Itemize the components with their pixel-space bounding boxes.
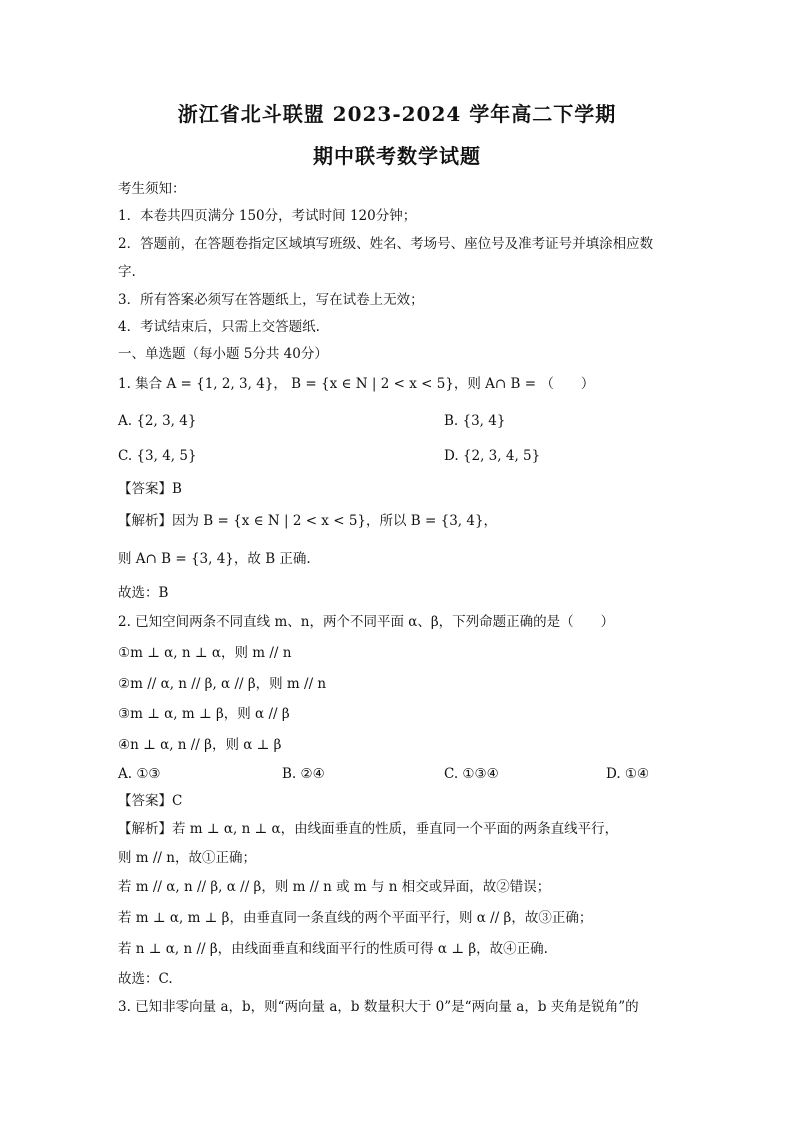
q1-choose: 故选：B (118, 585, 169, 601)
q3-stem: 3. 已知非零向量 a，b，则“两向量 a，b 数量积大于 0”是“两向量 a，b 夹角是锐角”的 (118, 999, 639, 1015)
q2-answer: 【答案】C (118, 793, 183, 809)
q2-option-b: B. ②④ (282, 766, 325, 782)
q1-option-d: D. {2, 3, 4, 5} (444, 448, 541, 464)
q1-option-c: C. {3, 4, 5} (118, 448, 197, 464)
q1-stem: 1. 集合 A = {1, 2, 3, 4}， B = {x ∈ N | 2 < x < 5}，则 A∩ B = （ ） (118, 376, 595, 392)
q1-answer: 【答案】B (118, 481, 182, 497)
q2-proposition-4: ④n ⊥ α, n // β，则 α ⊥ β (118, 737, 282, 753)
q2-analysis-2: 则 m // n，故①正确； (118, 850, 256, 866)
q1-option-b: B. {3, 4} (444, 413, 506, 429)
notice-item-2-cont: 字. (118, 264, 136, 280)
notice-item-3: 3．所有答案必须写在答题纸上，写在试卷上无效； (118, 292, 424, 308)
q1-analysis-2: 则 A∩ B = {3, 4}，故 B 正确. (118, 551, 311, 567)
q2-proposition-3: ③m ⊥ α, m ⊥ β，则 α // β (118, 706, 290, 722)
notice-item-2: 2．答题前，在答题卷指定区域填写班级、姓名、考场号、座位号及准考证号并填涂相应数 (118, 236, 654, 252)
q2-choose: 故选：C. (118, 971, 173, 987)
exam-title-line2: 期中联考数学试题 (313, 144, 481, 168)
q2-proposition-1: ①m ⊥ α, n ⊥ α，则 m // n (118, 645, 292, 661)
notice-item-4: 4．考试结束后，只需上交答题纸. (118, 319, 320, 335)
q2-stem: 2. 已知空间两条不同直线 m、n，两个不同平面 α、β，下列命题正确的是（ ） (118, 614, 615, 630)
q2-option-d: D. ①④ (606, 766, 650, 782)
exam-title-line1: 浙江省北斗联盟 2023-2024 学年高二下学期 (177, 102, 617, 126)
q2-option-a: A. ①③ (118, 766, 161, 782)
q2-analysis-4: 若 m ⊥ α, m ⊥ β，由垂直同一条直线的两个平面平行，则 α // β，故③正确； (118, 910, 593, 926)
q2-option-c: C. ①③④ (444, 766, 499, 782)
q1-analysis-1: 【解析】因为 B = {x ∈ N | 2 < x < 5}，所以 B = {3, 4}， (118, 513, 498, 529)
q2-proposition-2: ②m // α, n // β, α // β，则 m // n (118, 676, 327, 692)
section-heading: 一、单选题（每小题 5分共 40分） (118, 346, 328, 362)
q2-analysis-5: 若 n ⊥ α, n // β，由线面垂直和线面平行的性质可得 α ⊥ β，故④正确. (118, 941, 548, 957)
q2-analysis-1: 【解析】若 m ⊥ α, n ⊥ α，由线面垂直的性质，垂直同一个平面的两条直线平行， (118, 821, 619, 837)
q1-option-a: A. {2, 3, 4} (118, 413, 197, 429)
notice-heading: 考生须知： (118, 181, 186, 197)
q2-analysis-3: 若 m // α, n // β, α // β，则 m // n 或 m 与 n 相交或异面，故②错误； (118, 879, 551, 895)
notice-item-1: 1．本卷共四页满分 150分，考试时间 120分钟； (118, 208, 417, 224)
